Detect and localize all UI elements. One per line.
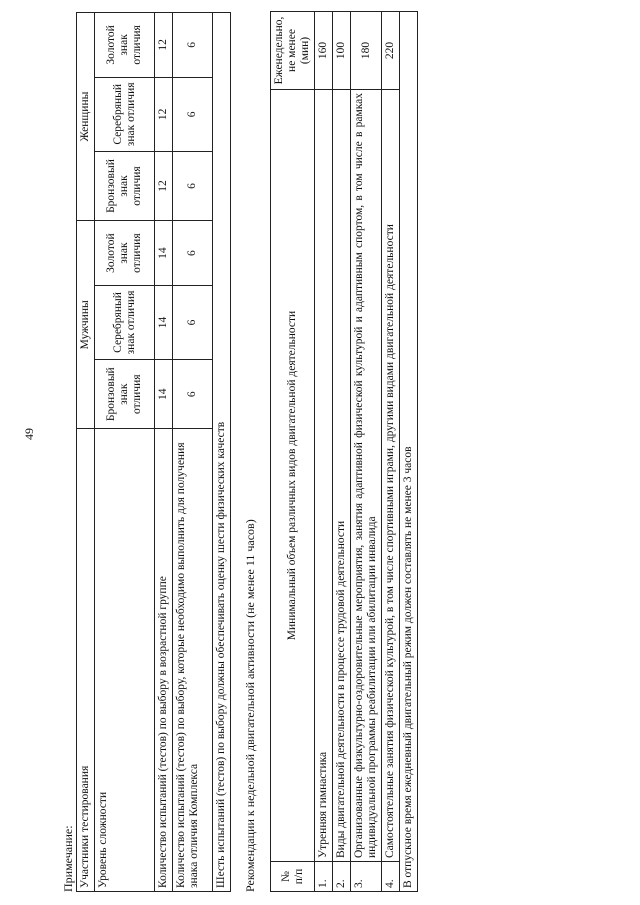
badge-header: Бронзовый знак отличия bbox=[95, 151, 155, 220]
table-row bbox=[315, 12, 333, 892]
women-header: Женщины bbox=[77, 13, 95, 221]
cell-value: 6 bbox=[173, 285, 213, 359]
table-row bbox=[173, 13, 213, 892]
row-label: Количество испытаний (тестов) по выбору, которые необходимо выполнить для получения знака отличия Комплекса bbox=[173, 429, 213, 892]
footer-row: В отпускное время ежедневный двигательный режим должен составлять не менее 3 часов bbox=[400, 12, 418, 892]
row-activity: Виды двигательной деятельности в процессе трудовой деятельности bbox=[333, 90, 351, 862]
badge-header: Серебряный знак отличия bbox=[95, 77, 155, 151]
participants-table bbox=[76, 12, 231, 892]
note-label: Примечание: bbox=[61, 825, 75, 892]
table-row bbox=[382, 12, 400, 892]
participants-table-wrapper bbox=[76, 12, 231, 892]
table-row bbox=[351, 12, 382, 892]
table-row bbox=[95, 13, 155, 892]
badge-header: Золотой знак отличия bbox=[95, 221, 155, 286]
row-activity: Организованные физкультурно-оздоровительные мероприятия, занятия адаптивной физической культурой и адаптивным спортом, в том числе в рамках индивидуальной программы реабилитации или абилитации инвалида bbox=[351, 90, 382, 862]
participants-header: Участники тестирования bbox=[77, 429, 95, 892]
table-row bbox=[333, 12, 351, 892]
table-row bbox=[77, 13, 95, 892]
weekly-header: Еженедельно, не менее (мин) bbox=[271, 12, 315, 90]
men-header: Мужчины bbox=[77, 221, 95, 429]
row-label: Количество испытаний (тестов) по выбору в возрастной группе bbox=[155, 429, 173, 892]
badge-header: Бронзовый знак отличия bbox=[95, 360, 155, 429]
row-activity: Утренняя гимнастика bbox=[315, 90, 333, 862]
row-minutes: 220 bbox=[382, 12, 400, 90]
page-number: 49 bbox=[22, 428, 36, 440]
cell-value: 6 bbox=[173, 360, 213, 429]
table-row bbox=[400, 12, 418, 892]
cell-value: 6 bbox=[173, 77, 213, 151]
row-num: 3. bbox=[351, 862, 382, 892]
num-header: № п/п bbox=[271, 862, 315, 892]
activity-header: Минимальный объем различных видов двигательной деятельности bbox=[271, 90, 315, 862]
row-activity: Самостоятельные занятия физической культурой, в том числе спортивными играми, другими видами двигательной деятельности bbox=[382, 90, 400, 862]
badge-header: Золотой знак отличия bbox=[95, 13, 155, 78]
cell-value: 6 bbox=[173, 221, 213, 286]
row-minutes: 100 bbox=[333, 12, 351, 90]
cell-value: 14 bbox=[155, 221, 173, 286]
recommendations-caption: Рекомендации к недельной двигательной активности (не менее 11 часов) bbox=[243, 519, 257, 892]
cell-value: 12 bbox=[155, 77, 173, 151]
row-num: 4. bbox=[382, 862, 400, 892]
row-num: 1. bbox=[315, 862, 333, 892]
row-num: 2. bbox=[333, 862, 351, 892]
difficulty-header: Уровень сложности bbox=[95, 429, 155, 892]
cell-value: 12 bbox=[155, 151, 173, 220]
table-row bbox=[155, 13, 173, 892]
row-minutes: 160 bbox=[315, 12, 333, 90]
badge-header: Серебряный знак отличия bbox=[95, 285, 155, 359]
table-row bbox=[271, 12, 315, 892]
footer-row: Шесть испытаний (тестов) по выбору должны обеспечивать оценку шести физических качеств bbox=[213, 13, 231, 892]
cell-value: 6 bbox=[173, 13, 213, 78]
cell-value: 14 bbox=[155, 285, 173, 359]
cell-value: 6 bbox=[173, 151, 213, 220]
row-minutes: 180 bbox=[351, 12, 382, 90]
table-row bbox=[213, 13, 231, 892]
recommendations-table-wrapper bbox=[270, 12, 418, 892]
recommendations-table bbox=[270, 11, 418, 892]
cell-value: 12 bbox=[155, 13, 173, 78]
cell-value: 14 bbox=[155, 360, 173, 429]
